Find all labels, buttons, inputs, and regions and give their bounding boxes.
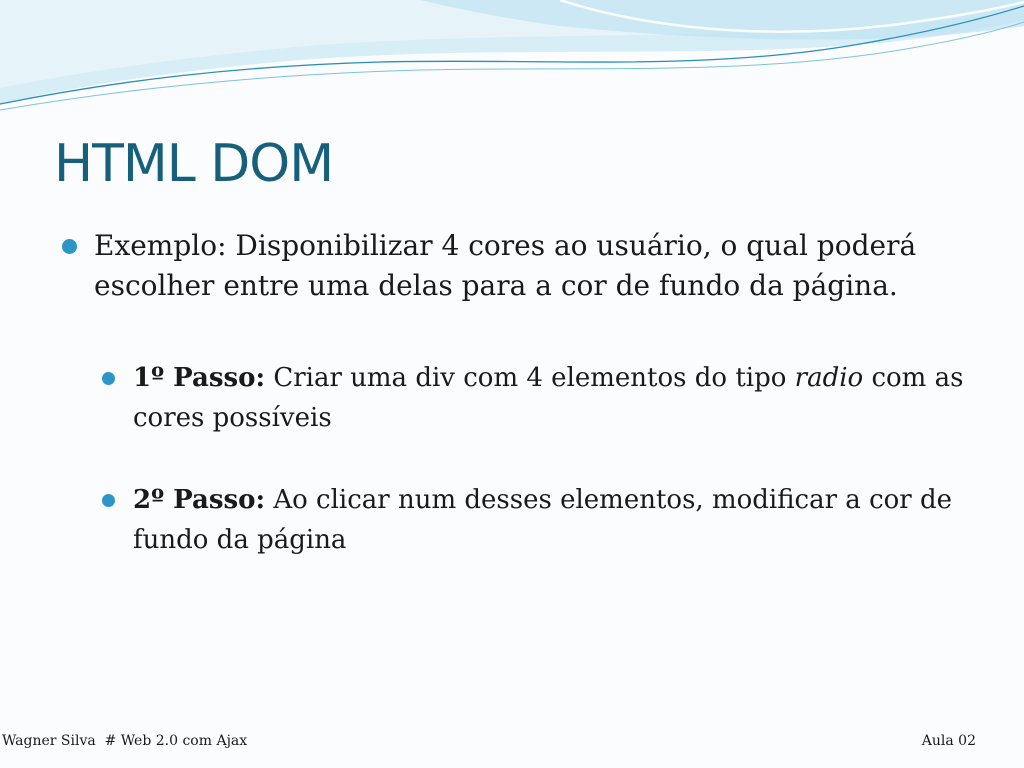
step-1-text-after: com as cores possíveis bbox=[133, 363, 964, 433]
bullet-dot-icon bbox=[102, 372, 115, 385]
bullet-dot-icon bbox=[102, 494, 115, 507]
bullet-step-1 bbox=[102, 358, 1012, 438]
bullet-example-text: Exemplo: Disponibilizar 4 cores ao usuário, o qual poderá escolher entre uma delas para a cor de fundo da página. bbox=[94, 229, 917, 302]
step-1-label: 1º Passo: bbox=[133, 363, 266, 393]
header-wave-decoration bbox=[0, 0, 1024, 120]
bullet-example bbox=[62, 226, 1012, 306]
step-1-emphasis: radio bbox=[794, 363, 864, 393]
slide-content bbox=[62, 226, 1012, 560]
step-2-text: Ao clicar num desses elementos, modificar a cor de fundo da página bbox=[133, 485, 953, 555]
footer-author: Wagner Silva # Web 2.0 com Ajax bbox=[2, 733, 248, 749]
step-2-label: 2º Passo: bbox=[133, 485, 266, 515]
footer-lesson: Aula 02 bbox=[921, 733, 976, 749]
bullet-dot-icon bbox=[62, 239, 77, 254]
bullet-step-2 bbox=[102, 480, 1012, 560]
slide-title: HTML DOM bbox=[54, 134, 334, 194]
step-1-text-before: Criar uma div com 4 elementos do tipo bbox=[265, 363, 795, 393]
